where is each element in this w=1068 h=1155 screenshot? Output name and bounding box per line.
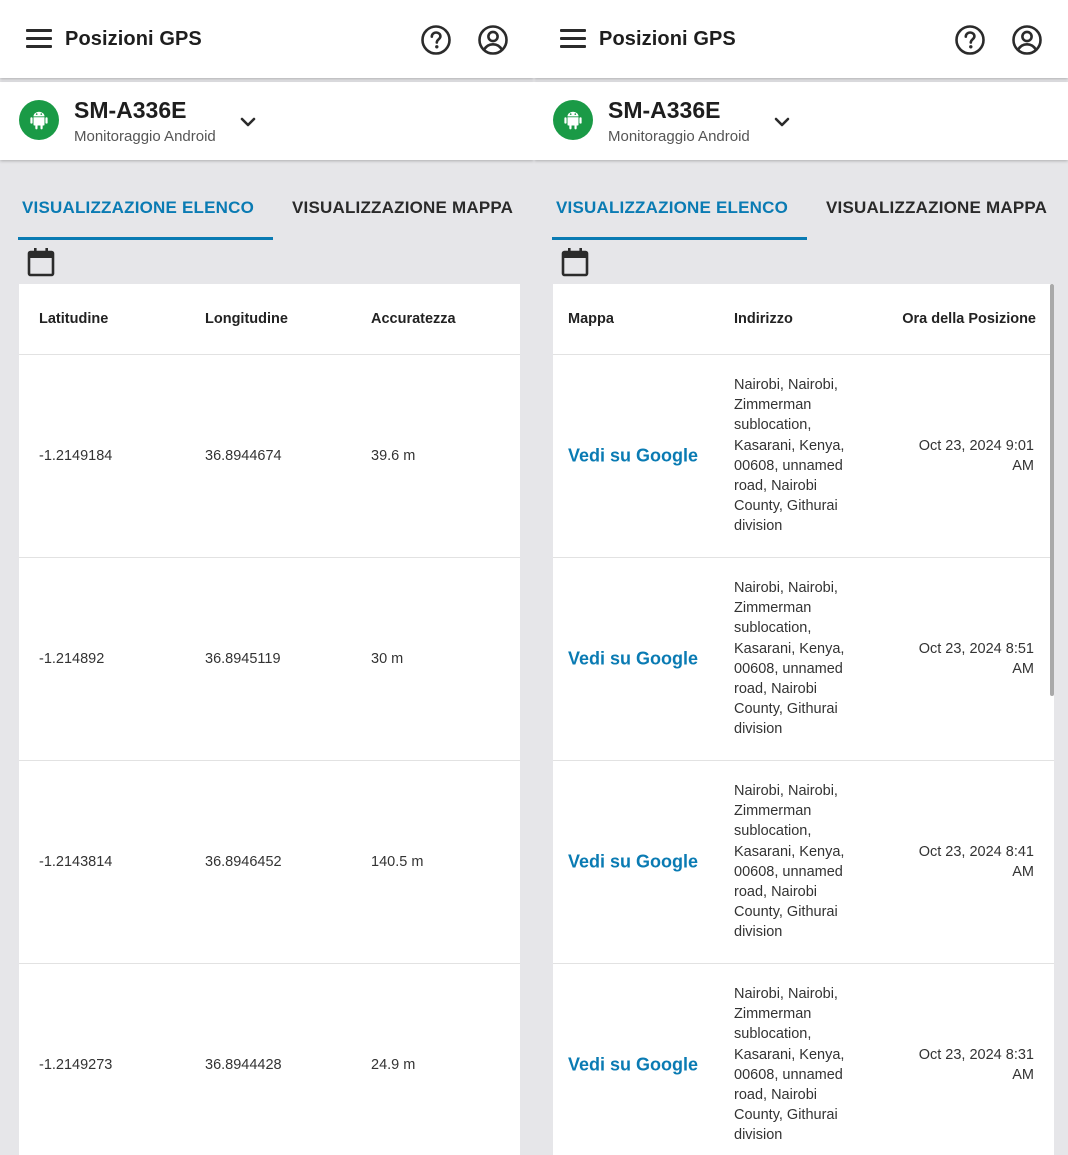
time-cell: Oct 23, 2024 8:51 AM	[918, 641, 1034, 677]
chevron-down-icon[interactable]	[770, 110, 794, 134]
accuracy-cell: 30 m	[371, 651, 404, 667]
header-position-time[interactable]: Ora della Posizione	[902, 311, 1036, 327]
active-tab-indicator	[18, 237, 273, 240]
header-accuracy[interactable]: Accuratezza	[371, 311, 456, 327]
table-row[interactable]	[19, 761, 520, 964]
longitude-cell: 36.8945119	[205, 651, 281, 667]
calendar-icon[interactable]	[560, 246, 590, 278]
view-tabs	[0, 160, 534, 240]
device-name: SM-A336E	[74, 97, 187, 123]
help-icon[interactable]	[420, 24, 452, 56]
latitude-cell: -1.214892	[39, 651, 105, 667]
header-address[interactable]: Indirizzo	[734, 311, 793, 327]
app-bar	[534, 0, 1068, 78]
table-header	[553, 284, 1054, 355]
accuracy-cell: 39.6 m	[371, 448, 416, 464]
view-on-google-link[interactable]: Vedi su Google	[568, 1054, 699, 1075]
view-on-google-link[interactable]: Vedi su Google	[568, 851, 699, 872]
calendar-icon[interactable]	[26, 246, 56, 278]
table-row[interactable]	[19, 558, 520, 761]
table-header	[19, 284, 520, 355]
latitude-cell: -1.2149184	[39, 448, 113, 464]
tab-list-view[interactable]: VISUALIZZAZIONE ELENCO	[22, 198, 255, 217]
time-cell: Oct 23, 2024 9:01 AM	[918, 438, 1034, 474]
accuracy-cell: 24.9 m	[371, 1057, 416, 1073]
view-on-google-link[interactable]: Vedi su Google	[568, 445, 699, 466]
app-bar	[0, 0, 534, 78]
time-cell: Oct 23, 2024 8:41 AM	[918, 844, 1034, 880]
device-subtitle: Monitoraggio Android	[74, 128, 216, 145]
table-row[interactable]	[19, 355, 520, 558]
longitude-cell: 36.8946452	[205, 854, 282, 870]
tab-map-view[interactable]: VISUALIZZAZIONE MAPPA	[292, 198, 514, 217]
active-tab-indicator	[552, 237, 807, 240]
longitude-cell: 36.8944428	[205, 1057, 282, 1073]
latitude-cell: -1.2143814	[39, 854, 113, 870]
header-map[interactable]: Mappa	[568, 311, 614, 327]
address-cell: Nairobi, Nairobi, Zimmerman sublocation, Kasarani, Kenya, 00608, unnamed road, Nairobi County, Githurai division	[734, 377, 845, 535]
account-circle-icon[interactable]	[1011, 24, 1043, 56]
android-icon	[553, 100, 593, 140]
table-row[interactable]	[19, 964, 520, 1155]
accuracy-cell: 140.5 m	[371, 854, 424, 870]
view-tabs	[534, 160, 1068, 240]
header-longitude[interactable]: Longitudine	[205, 311, 288, 327]
app-title: Posizioni GPS	[65, 28, 202, 50]
latitude-cell: -1.2149273	[39, 1057, 113, 1073]
menu-icon[interactable]	[26, 29, 52, 49]
header-latitude[interactable]: Latitudine	[39, 311, 109, 327]
device-name: SM-A336E	[608, 97, 721, 123]
tab-map-view[interactable]: VISUALIZZAZIONE MAPPA	[826, 198, 1048, 217]
coordinates-table	[19, 284, 520, 1155]
android-icon	[19, 100, 59, 140]
chevron-down-icon[interactable]	[236, 110, 260, 134]
help-icon[interactable]	[954, 24, 986, 56]
menu-icon[interactable]	[560, 29, 586, 49]
time-cell: Oct 23, 2024 8:31 AM	[918, 1047, 1034, 1083]
app-title: Posizioni GPS	[599, 28, 736, 50]
longitude-cell: 36.8944674	[205, 448, 282, 464]
account-circle-icon[interactable]	[477, 24, 509, 56]
table-row[interactable]	[553, 761, 1054, 964]
table-scrollbar[interactable]	[1050, 284, 1054, 696]
right-panel	[534, 0, 1068, 1155]
address-cell: Nairobi, Nairobi, Zimmerman sublocation, Kasarani, Kenya, 00608, unnamed road, Nairobi County, Githurai division	[734, 986, 845, 1144]
tab-list-view[interactable]: VISUALIZZAZIONE ELENCO	[556, 198, 789, 217]
address-cell: Nairobi, Nairobi, Zimmerman sublocation, Kasarani, Kenya, 00608, unnamed road, Nairobi County, Githurai division	[734, 783, 845, 941]
device-subtitle: Monitoraggio Android	[608, 128, 750, 145]
address-table	[553, 284, 1054, 1155]
view-on-google-link[interactable]: Vedi su Google	[568, 648, 699, 669]
table-row[interactable]	[553, 355, 1054, 558]
address-cell: Nairobi, Nairobi, Zimmerman sublocation, Kasarani, Kenya, 00608, unnamed road, Nairobi County, Githurai division	[734, 580, 845, 738]
table-row[interactable]	[553, 964, 1054, 1155]
table-row[interactable]	[553, 558, 1054, 761]
device-selector[interactable]	[0, 82, 534, 160]
device-selector[interactable]	[534, 82, 1068, 160]
